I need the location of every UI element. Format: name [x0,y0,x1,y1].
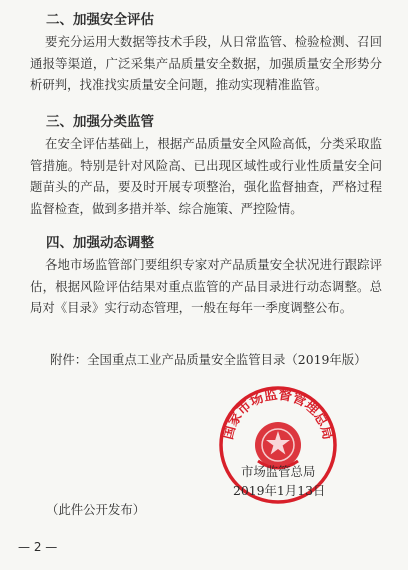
section-body-assessment: 要充分运用大数据等技术手段，从日常监管、检验检测、召回通报等渠道，广泛采集产品质量安全数据，加强质量安全形势分析研判，找准找实质量安全问题，推动实现精准监管。 [30,34,382,92]
section-heading-classified: 三、加强分类监管 [46,114,154,130]
section-body-dynamic: 各地市场监管部门要组织专家对产品质量安全状况进行跟踪评估，根据风险评估结果对重点监管的产品目录进行动态调整。总局对《目录》实行动态管理，一般在每年一季度调整公布。 [30,257,382,315]
issue-date: 2019年1月13日 [233,483,326,498]
publication-note: （此件公开发布） [46,502,146,517]
issuer-name: 市场监管总局 [241,464,316,479]
svg-text:国家市场监督管理总局: 国家市场监督管理总局 [220,386,336,442]
page-number: — 2 — [18,540,58,554]
section-body-classified: 在安全评估基础上，根据产品质量安全风险高低，分类采取监管措施。特别是针对风险高、已出现区域性或行业性质量安全问题苗头的产品，要及时开展专项整治，强化监督抽查，严格过程监督检查，做到多措并举、综合施策、严控险情。 [30,136,382,216]
section-heading-assessment: 二、加强安全评估 [46,12,154,28]
section-heading-dynamic: 四、加强动态调整 [46,235,154,251]
attachment-line: 附件：全国重点工业产品质量安全监管目录（2019年版） [50,352,367,367]
